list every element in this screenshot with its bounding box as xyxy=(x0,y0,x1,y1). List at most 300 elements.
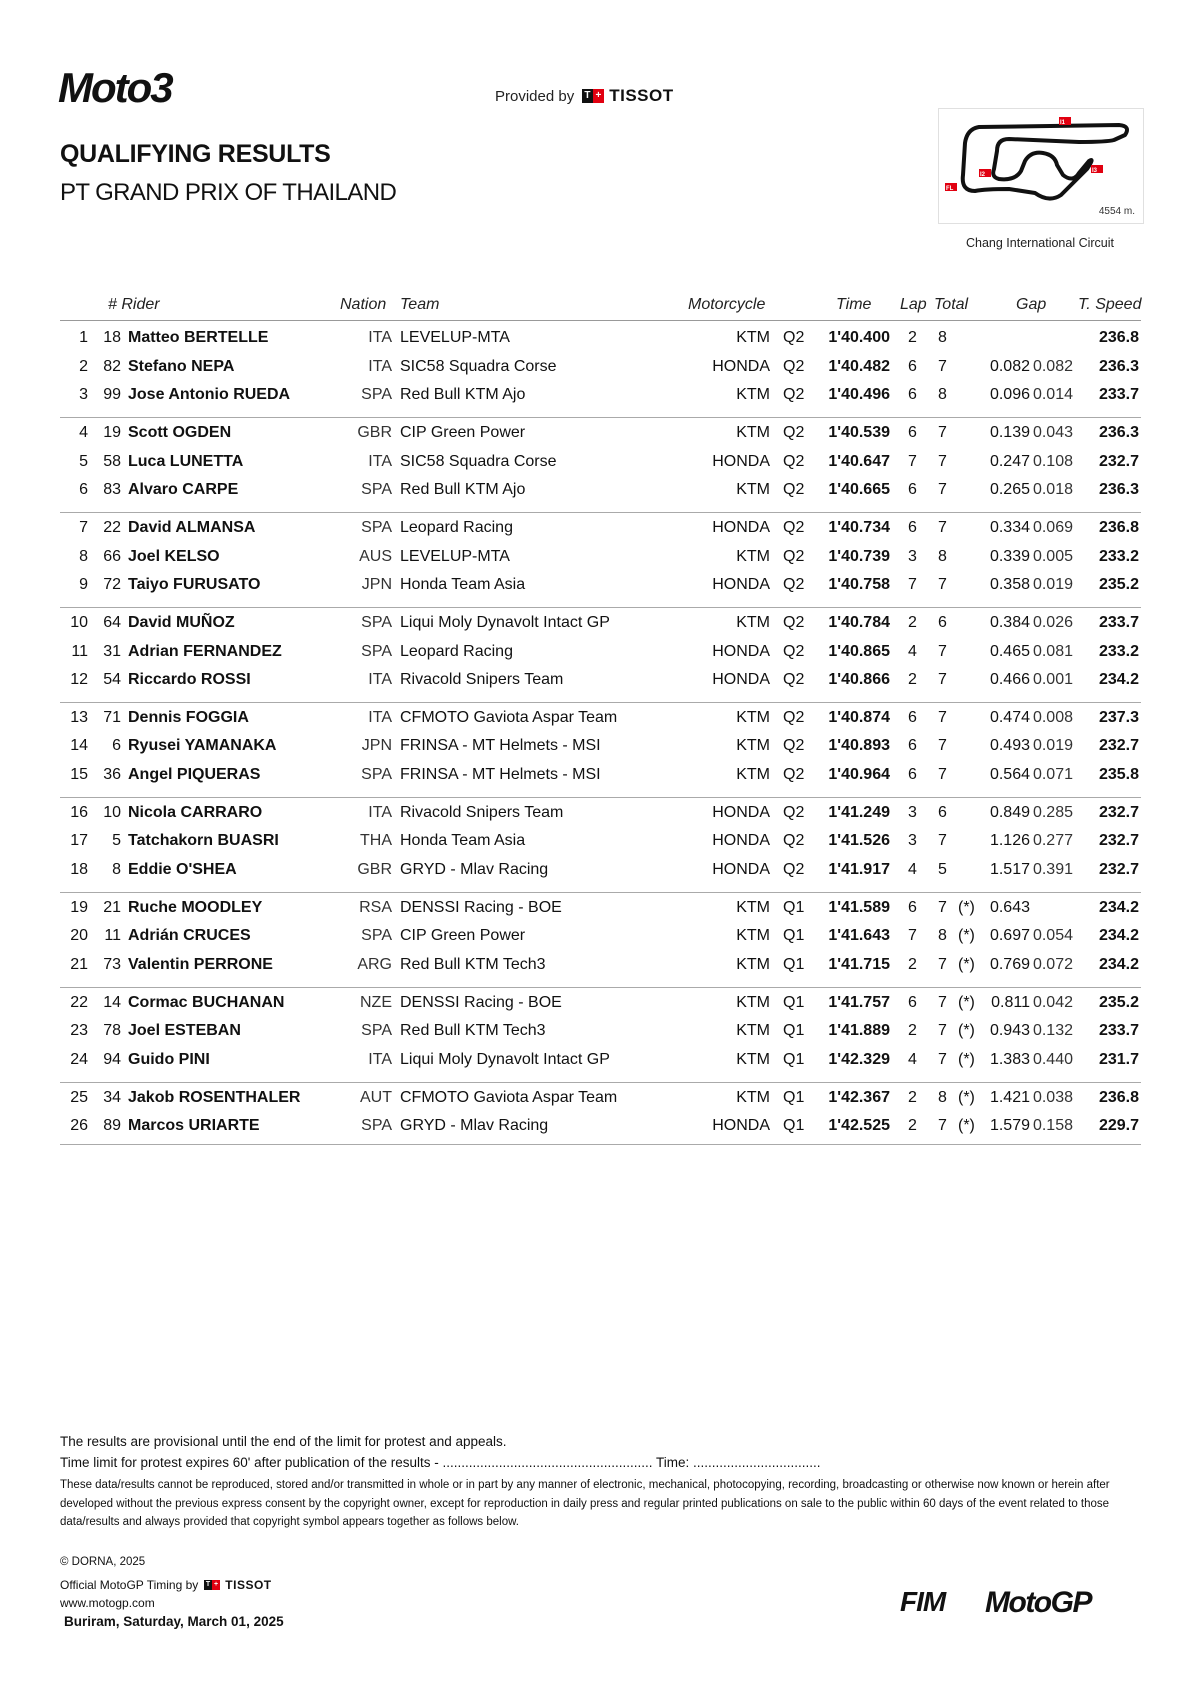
tissot-cross-icon-small: T + xyxy=(205,1581,219,1588)
motorcycle: KTM xyxy=(736,956,770,973)
gap-to-previous: 0.132 xyxy=(1032,1022,1073,1040)
gap-to-previous: 0.108 xyxy=(1032,452,1073,470)
gap: 0.265 xyxy=(989,481,1030,499)
gap: 0.466 xyxy=(989,671,1030,689)
lap-time: 1'41.526 xyxy=(828,832,890,850)
top-speed: 236.8 xyxy=(1098,329,1139,346)
team: GRYD - Mlav Racing xyxy=(400,1117,549,1135)
lap-time: 1'40.734 xyxy=(828,518,890,536)
top-speed: 233.2 xyxy=(1098,547,1139,565)
table-row xyxy=(0,386,1199,410)
lap-time: 1'40.784 xyxy=(828,613,890,631)
best-lap: 3 xyxy=(908,803,917,821)
team: GRYD - Mlav Racing xyxy=(400,861,549,879)
best-lap: 3 xyxy=(908,547,917,565)
lap-time: 1'40.758 xyxy=(828,576,890,594)
session: Q2 xyxy=(783,737,805,755)
rider-number: 10 xyxy=(103,803,121,821)
official-timing-label: Official MotoGP Timing by xyxy=(60,1578,199,1592)
gap: 0.564 xyxy=(989,766,1030,784)
rider-name: Joel KELSO xyxy=(128,547,220,565)
top-speed: 233.7 xyxy=(1098,613,1139,631)
rider-number: 8 xyxy=(112,861,121,879)
motorcycle: HONDA xyxy=(712,671,770,689)
nation: SPA xyxy=(361,1022,392,1040)
gap-to-previous: 0.391 xyxy=(1032,861,1073,879)
nation: THA xyxy=(360,832,392,850)
gap: 0.643 xyxy=(989,898,1030,916)
gap-to-previous: 0.072 xyxy=(1032,956,1073,973)
rider-name: Adrián CRUCES xyxy=(128,927,251,945)
lap-time: 1'40.866 xyxy=(828,671,890,689)
gap: 0.339 xyxy=(989,547,1030,565)
nation: RSA xyxy=(359,898,392,916)
gap-to-previous: 0.001 xyxy=(1032,671,1073,689)
motogp-logo: MotoGP xyxy=(985,1586,1091,1619)
gap-to-previous: 0.054 xyxy=(1032,927,1073,945)
gap-to-previous: 0.018 xyxy=(1032,481,1073,499)
nation: AUT xyxy=(360,1088,392,1106)
motorcycle: KTM xyxy=(736,1050,770,1068)
team: LEVELUP-MTA xyxy=(400,547,510,565)
total-laps: 8 xyxy=(938,927,947,945)
rider-name: Alvaro CARPE xyxy=(128,481,239,499)
gap-to-previous: 0.082 xyxy=(1032,357,1073,375)
total-laps: 7 xyxy=(938,642,947,660)
team: CFMOTO Gaviota Aspar Team xyxy=(400,708,618,726)
top-speed: 232.7 xyxy=(1098,832,1139,850)
motorcycle: HONDA xyxy=(712,861,770,879)
position: 6 xyxy=(79,481,88,499)
total-laps: 7 xyxy=(938,481,947,499)
rider-name: Ryusei YAMANAKA xyxy=(128,737,277,755)
nation: ITA xyxy=(368,329,392,346)
rider-number: 6 xyxy=(112,737,121,755)
gap: 0.474 xyxy=(989,708,1030,726)
top-speed: 236.3 xyxy=(1098,481,1139,499)
gap-to-previous: 0.158 xyxy=(1032,1117,1073,1135)
best-lap: 6 xyxy=(908,898,917,916)
rider-name: Nicola CARRARO xyxy=(128,803,263,821)
lap-time: 1'42.329 xyxy=(828,1050,890,1068)
total-laps: 7 xyxy=(938,671,947,689)
top-speed: 236.3 xyxy=(1098,357,1139,375)
rider-name: Tatchakorn BUASRI xyxy=(128,832,279,850)
session: Q1 xyxy=(783,956,805,973)
rider-number: 5 xyxy=(112,832,121,850)
motorcycle: KTM xyxy=(736,423,770,441)
team: CIP Green Power xyxy=(400,423,526,441)
motorcycle: KTM xyxy=(736,708,770,726)
total-laps: 7 xyxy=(938,708,947,726)
nation: ITA xyxy=(368,671,392,689)
gap: 0.139 xyxy=(989,423,1030,441)
place-date: Buriram, Saturday, March 01, 2025 xyxy=(64,1614,284,1629)
session: Q2 xyxy=(783,423,805,441)
team: DENSSI Racing - BOE xyxy=(400,993,562,1011)
table-row xyxy=(0,956,1199,980)
total-laps: 7 xyxy=(938,993,947,1011)
session: Q2 xyxy=(783,452,805,470)
best-lap: 6 xyxy=(908,357,917,375)
rider-number: 31 xyxy=(103,642,121,660)
rider-number: 58 xyxy=(103,452,121,470)
nation: ITA xyxy=(368,803,392,821)
best-lap: 6 xyxy=(908,737,917,755)
nation: JPN xyxy=(361,576,392,594)
session: Q1 xyxy=(783,927,805,945)
table-row xyxy=(0,1051,1199,1075)
gap-to-previous: 0.014 xyxy=(1032,386,1073,404)
motorcycle: KTM xyxy=(736,766,770,784)
table-row xyxy=(0,424,1199,448)
rider-number: 54 xyxy=(103,671,121,689)
rider-name: Joel ESTEBAN xyxy=(128,1022,241,1040)
lap-time: 1'40.739 xyxy=(828,547,890,565)
session: Q2 xyxy=(783,708,805,726)
table-row xyxy=(0,614,1199,638)
team: DENSSI Racing - BOE xyxy=(400,898,562,916)
team: Honda Team Asia xyxy=(400,832,526,850)
best-lap: 6 xyxy=(908,766,917,784)
best-lap: 3 xyxy=(908,832,917,850)
nation: SPA xyxy=(361,481,392,499)
top-speed: 234.2 xyxy=(1098,671,1139,689)
total-laps: 8 xyxy=(938,1088,947,1106)
position: 19 xyxy=(70,898,88,916)
lap-time: 1'40.874 xyxy=(828,708,890,726)
session: Q2 xyxy=(783,518,805,536)
provided-by-label: Provided by xyxy=(495,87,575,105)
position: 26 xyxy=(70,1117,88,1135)
gap: 0.697 xyxy=(989,927,1030,945)
team: SIC58 Squadra Corse xyxy=(400,452,557,470)
nation: SPA xyxy=(361,927,392,945)
motorcycle: KTM xyxy=(736,1022,770,1040)
group-divider xyxy=(60,1082,1141,1083)
nation: SPA xyxy=(361,386,392,404)
nation: AUS xyxy=(359,547,392,565)
team: FRINSA - MT Helmets - MSI xyxy=(400,766,601,784)
rider-number: 11 xyxy=(104,927,121,945)
best-lap: 2 xyxy=(908,1022,917,1040)
top-speed: 235.2 xyxy=(1098,993,1139,1011)
table-row xyxy=(0,927,1199,951)
sector-label-i3: I3 xyxy=(1092,168,1098,174)
tissot-logo-text: TISSOT xyxy=(609,86,674,105)
rider-name: Jose Antonio RUEDA xyxy=(128,386,291,404)
best-lap: 2 xyxy=(908,1117,917,1135)
circuit-name: Chang International Circuit xyxy=(966,236,1114,250)
top-speed: 235.8 xyxy=(1098,766,1139,784)
top-speed: 232.7 xyxy=(1098,861,1139,879)
gap: 0.082 xyxy=(989,357,1030,375)
table-row xyxy=(0,1117,1199,1141)
top-speed: 234.2 xyxy=(1098,898,1139,916)
sector-label-i2: I2 xyxy=(980,172,986,178)
position: 2 xyxy=(79,357,88,375)
team: Red Bull KTM Ajo xyxy=(400,481,526,499)
total-laps: 7 xyxy=(938,898,947,916)
rider-name: Angel PIQUERAS xyxy=(128,766,261,784)
q1-marker: (*) xyxy=(958,1022,975,1040)
lap-time: 1'41.589 xyxy=(828,898,890,916)
gap: 0.943 xyxy=(989,1022,1030,1040)
table-row xyxy=(0,861,1199,885)
lap-time: 1'40.539 xyxy=(828,423,890,441)
rider-name: Cormac BUCHANAN xyxy=(128,993,285,1011)
team: Red Bull KTM Ajo xyxy=(400,386,526,404)
motorcycle: KTM xyxy=(736,1088,770,1106)
position: 21 xyxy=(70,956,88,973)
team: Liqui Moly Dynavolt Intact GP xyxy=(400,1050,610,1068)
position: 5 xyxy=(79,452,88,470)
session: Q2 xyxy=(783,547,805,565)
total-laps: 8 xyxy=(938,386,947,404)
motorcycle: HONDA xyxy=(712,576,770,594)
top-speed: 232.7 xyxy=(1098,452,1139,470)
rider-number: 66 xyxy=(103,547,121,565)
session: Q2 xyxy=(783,386,805,404)
rider-number: 89 xyxy=(103,1117,121,1135)
session: Q2 xyxy=(783,861,805,879)
nation: GBR xyxy=(357,423,392,441)
rider-number: 82 xyxy=(103,357,121,375)
q1-marker: (*) xyxy=(958,927,975,945)
session: Q2 xyxy=(783,766,805,784)
rider-name: Adrian FERNANDEZ xyxy=(128,642,282,660)
rider-number: 18 xyxy=(103,329,121,346)
best-lap: 2 xyxy=(908,1088,917,1106)
lap-time: 1'40.865 xyxy=(828,642,890,660)
rider-name: Stefano NEPA xyxy=(128,357,235,375)
table-row xyxy=(0,548,1199,572)
lap-time: 1'40.496 xyxy=(828,386,890,404)
col-header-team: Team xyxy=(400,296,440,313)
gap-to-previous: 0.019 xyxy=(1032,737,1073,755)
lap-time: 1'42.525 xyxy=(828,1117,890,1135)
table-row xyxy=(0,1022,1199,1046)
motorcycle: HONDA xyxy=(712,1117,770,1135)
rider-name: David MUÑOZ xyxy=(128,613,235,631)
gap: 0.334 xyxy=(989,518,1030,536)
rider-name: Eddie O'SHEA xyxy=(128,861,237,879)
rider-number: 83 xyxy=(103,481,121,499)
rider-number: 73 xyxy=(103,956,121,973)
session: Q2 xyxy=(783,576,805,594)
gap: 1.126 xyxy=(989,832,1030,850)
top-speed: 233.7 xyxy=(1098,1022,1139,1040)
session: Q1 xyxy=(783,898,805,916)
top-speed: 233.7 xyxy=(1098,386,1139,404)
gap-to-previous: 0.285 xyxy=(1032,803,1073,821)
session: Q2 xyxy=(783,671,805,689)
provisional-notice: The results are provisional until the end of the limit for protest and appeals. xyxy=(60,1434,507,1449)
rider-number: 94 xyxy=(103,1050,121,1068)
motorcycle: HONDA xyxy=(712,832,770,850)
event-name: PT GRAND PRIX OF THAILAND xyxy=(60,179,397,206)
group-divider xyxy=(60,702,1141,703)
gap-to-previous: 0.026 xyxy=(1032,613,1073,631)
lap-time: 1'42.367 xyxy=(828,1088,890,1106)
session: Q2 xyxy=(783,357,805,375)
team: Red Bull KTM Tech3 xyxy=(400,1022,546,1040)
dorna-copyright: © DORNA, 2025 xyxy=(60,1556,146,1568)
col-header-speed: T. Speed xyxy=(1078,296,1142,313)
gap-to-previous: 0.008 xyxy=(1032,708,1073,726)
total-laps: 7 xyxy=(938,452,947,470)
team: SIC58 Squadra Corse xyxy=(400,357,557,375)
gap-to-previous: 0.043 xyxy=(1032,423,1073,441)
total-laps: 7 xyxy=(938,956,947,973)
gap-to-previous: 0.005 xyxy=(1032,547,1073,565)
col-header-total: Total xyxy=(934,296,969,313)
total-laps: 7 xyxy=(938,1117,947,1135)
rider-number: 21 xyxy=(103,898,121,916)
rider-number: 72 xyxy=(103,576,121,594)
position: 13 xyxy=(70,708,88,726)
rider-number: 19 xyxy=(103,423,121,441)
position: 18 xyxy=(70,861,88,879)
team: LEVELUP-MTA xyxy=(400,329,510,346)
motorcycle: KTM xyxy=(736,329,770,346)
best-lap: 7 xyxy=(908,927,917,945)
position: 3 xyxy=(79,386,88,404)
q1-marker: (*) xyxy=(958,898,975,916)
top-speed: 234.2 xyxy=(1098,927,1139,945)
gap-to-previous: 0.071 xyxy=(1032,766,1073,784)
best-lap: 2 xyxy=(908,671,917,689)
motorcycle: HONDA xyxy=(712,357,770,375)
motorcycle: KTM xyxy=(736,993,770,1011)
website-link[interactable]: www.motogp.com xyxy=(60,1596,155,1610)
official-timing xyxy=(60,1578,272,1592)
team: Red Bull KTM Tech3 xyxy=(400,956,546,973)
top-speed: 231.7 xyxy=(1098,1050,1139,1068)
lap-time: 1'40.647 xyxy=(828,452,890,470)
gap: 0.493 xyxy=(989,737,1030,755)
best-lap: 6 xyxy=(908,993,917,1011)
gap: 0.247 xyxy=(989,452,1030,470)
rider-number: 36 xyxy=(103,766,121,784)
position: 11 xyxy=(71,642,88,660)
tissot-logo-small-text: TISSOT xyxy=(225,1578,272,1592)
table-row xyxy=(0,766,1199,790)
gap: 0.465 xyxy=(989,642,1030,660)
best-lap: 4 xyxy=(908,861,917,879)
position: 12 xyxy=(70,671,88,689)
nation: SPA xyxy=(361,613,392,631)
top-speed: 236.8 xyxy=(1098,518,1139,536)
q1-marker: (*) xyxy=(958,993,975,1011)
position: 7 xyxy=(79,518,88,536)
top-speed: 232.7 xyxy=(1098,803,1139,821)
rider-number: 14 xyxy=(103,993,121,1011)
sector-label-fl: FL xyxy=(946,186,954,192)
best-lap: 6 xyxy=(908,518,917,536)
nation: ITA xyxy=(368,708,392,726)
lap-time: 1'40.964 xyxy=(828,766,890,784)
table-row xyxy=(0,994,1199,1018)
team: FRINSA - MT Helmets - MSI xyxy=(400,737,601,755)
top-speed: 237.3 xyxy=(1098,708,1139,726)
total-laps: 8 xyxy=(938,547,947,565)
position: 1 xyxy=(79,329,88,346)
protest-time-limit: Time limit for protest expires 60' after publication of the results - ........................................................ Time: .................................. xyxy=(60,1455,821,1470)
total-laps: 7 xyxy=(938,576,947,594)
lap-time: 1'40.893 xyxy=(828,737,890,755)
gap: 0.384 xyxy=(989,613,1030,631)
q1-marker: (*) xyxy=(958,1088,975,1106)
rider-name: Luca LUNETTA xyxy=(128,452,244,470)
lap-time: 1'40.665 xyxy=(828,481,890,499)
nation: ITA xyxy=(368,452,392,470)
total-laps: 7 xyxy=(938,832,947,850)
rider-number: 34 xyxy=(103,1088,121,1106)
nation: JPN xyxy=(361,737,392,755)
top-speed: 229.7 xyxy=(1098,1117,1139,1135)
nation: GBR xyxy=(357,861,392,879)
rider-name: Riccardo ROSSI xyxy=(128,671,251,689)
table-row xyxy=(0,832,1199,856)
team: CIP Green Power xyxy=(400,927,526,945)
gap: 0.811 xyxy=(991,993,1030,1011)
gap-to-previous: 0.440 xyxy=(1032,1050,1073,1068)
session: Q2 xyxy=(783,481,805,499)
position: 8 xyxy=(79,547,88,565)
session: Q2 xyxy=(783,613,805,631)
rider-name: David ALMANSA xyxy=(128,518,256,536)
lap-time: 1'40.482 xyxy=(828,357,890,375)
rider-name: Scott OGDEN xyxy=(128,423,232,441)
table-row xyxy=(0,671,1199,695)
nation: ITA xyxy=(368,1050,392,1068)
rider-number: 78 xyxy=(103,1022,121,1040)
gap: 1.517 xyxy=(989,861,1030,879)
gap-to-previous: 0.069 xyxy=(1032,518,1073,536)
col-header-time: Time xyxy=(836,296,872,313)
rider-name: Marcos URIARTE xyxy=(128,1117,260,1135)
session: Q1 xyxy=(783,1117,805,1135)
motorcycle: KTM xyxy=(736,737,770,755)
group-divider xyxy=(60,512,1141,513)
nation: SPA xyxy=(361,642,392,660)
table-row xyxy=(0,329,1199,353)
group-divider xyxy=(60,987,1141,988)
rider-number: 22 xyxy=(103,518,121,536)
top-speed: 233.2 xyxy=(1098,642,1139,660)
team: Leopard Racing xyxy=(400,642,513,660)
table-row xyxy=(0,899,1199,923)
gap: 0.096 xyxy=(989,386,1030,404)
nation: SPA xyxy=(361,766,392,784)
lap-time: 1'41.889 xyxy=(828,1022,890,1040)
gap: 1.421 xyxy=(989,1088,1030,1106)
position: 4 xyxy=(79,423,88,441)
team: CFMOTO Gaviota Aspar Team xyxy=(400,1088,618,1106)
table-row xyxy=(0,1089,1199,1113)
rider-number: 64 xyxy=(103,613,121,631)
best-lap: 6 xyxy=(908,386,917,404)
top-speed: 234.2 xyxy=(1098,956,1139,973)
top-speed: 232.7 xyxy=(1098,737,1139,755)
col-header-motorcycle: Motorcycle xyxy=(688,296,766,313)
table-row xyxy=(0,519,1199,543)
page-title: QUALIFYING RESULTS xyxy=(60,140,331,168)
table-row xyxy=(0,576,1199,600)
table-row xyxy=(0,804,1199,828)
position: 10 xyxy=(70,613,88,631)
